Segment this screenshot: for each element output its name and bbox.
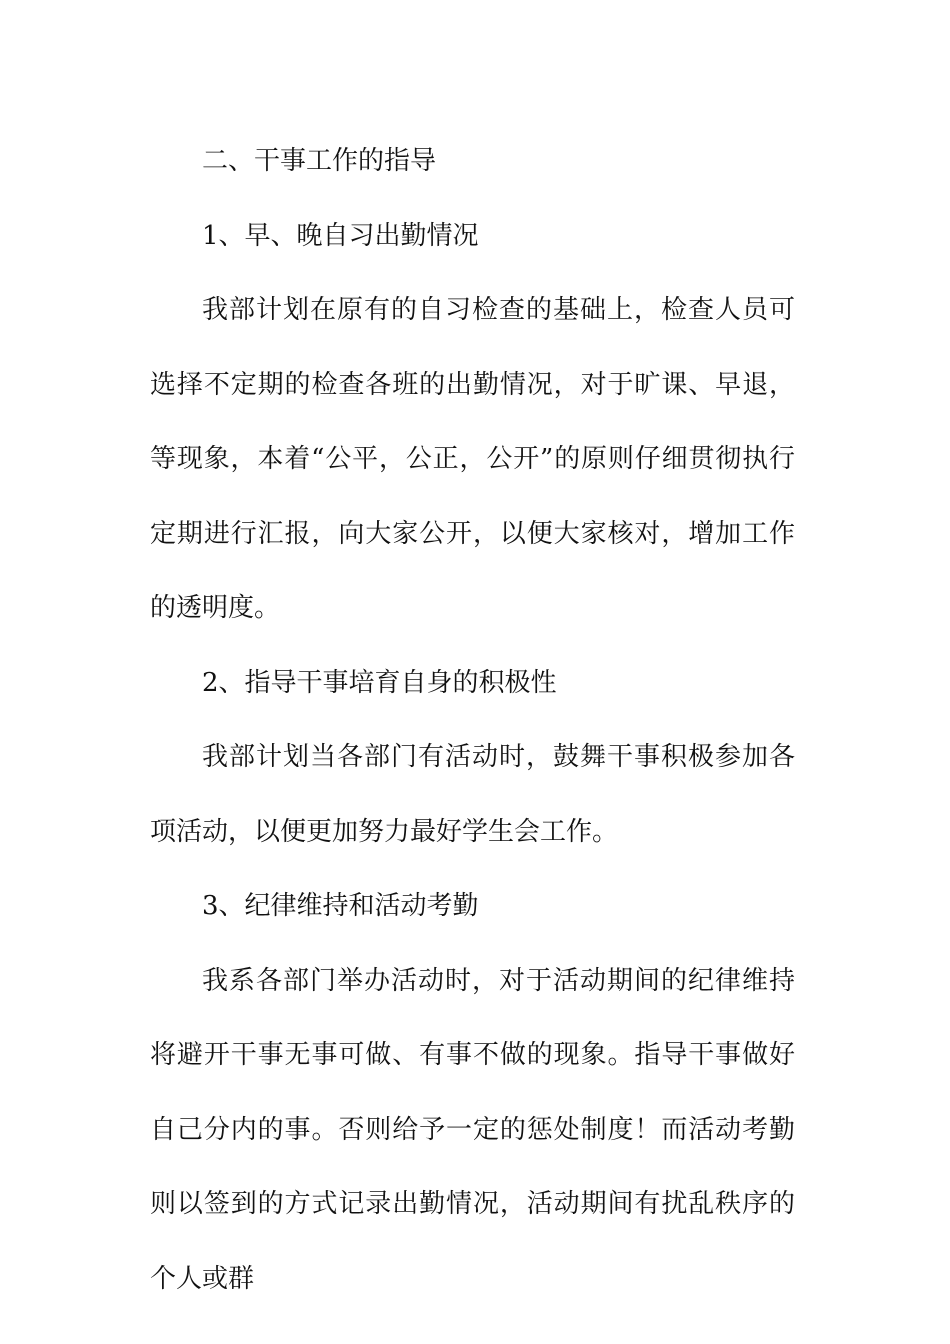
item-3-body: 我系各部门举办活动时，对于活动期间的纪律维持将避开干事无事可做、有事不做的现象。指导干事做好自己分内的事。否则给予一定的惩处制度！而活动考勤则以签到的方式记录出勤情况，活动期间有扰乱秩序的个人或群 xyxy=(150,965,795,1294)
item-1-heading: 1、早、晚自习出勤情况 xyxy=(202,220,479,251)
document-body xyxy=(150,124,795,1316)
item-2-body: 我部计划当各部门有活动时，鼓舞干事积极参加各项活动，以便更加努力最好学生会工作。 xyxy=(150,742,795,847)
section-title: 二、干事工作的指导 xyxy=(202,146,437,176)
item-3-heading: 3、纪律维持和活动考勤 xyxy=(202,891,479,921)
item-1-body: 我部计划在原有的自习检查的基础上，检查人员可选择不定期的检查各班的出勤情况，对于旷课、早退，等现象，本着“公平，公正，公开”的原则仔细贯彻执行定期进行汇报，向大家公开，以便大家核对，增加工作的透明度。 xyxy=(150,295,795,623)
item-2-heading: 2、指导干事培育自身的积极性 xyxy=(202,667,557,698)
